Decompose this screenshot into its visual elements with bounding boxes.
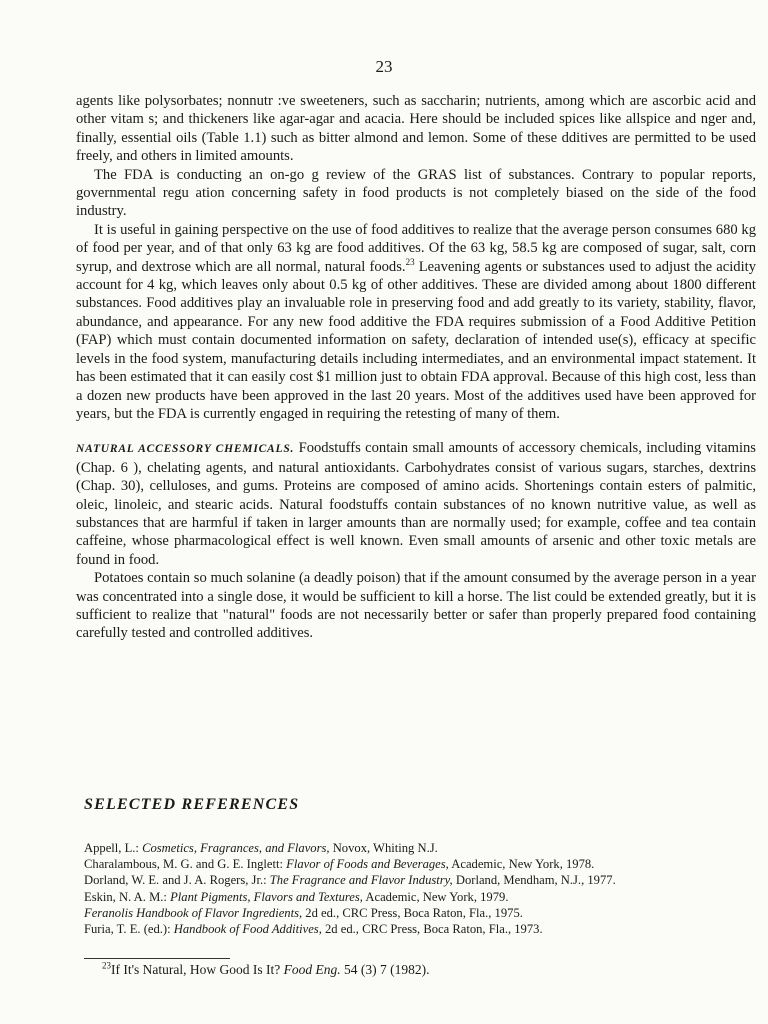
paragraph-2: The FDA is conducting an on-go g review of the GRAS list of substances. Contrary to popular reports, governmental regu ation concerning safety in food products is not completely biased on the side of the food industry.	[76, 166, 756, 220]
footnote: $^{23}$If It's Natural, How Good Is It? Food Eng. 54 (3) 7 (1982).	[102, 960, 430, 977]
paragraph-4	[76, 439, 756, 569]
paragraph-5: Potatoes contain so much solanine (a deadly poison) that if the amount consumed by the average person in a year was concentrated into a single dose, it would be sufficient to kill a horse. The list could be extended greatly, but it is sufficient to realize that "natural" foods are not necessarily better or safer than properly prepared food containing carefully tested and controlled additives.	[76, 570, 756, 642]
reference-item: Dorland, W. E. and J. A. Rogers, Jr.: The Fragrance and Flavor Industry, Dorland, Mendham, N.J., 1977.	[84, 873, 616, 888]
reference-item: Eskin, N. A. M.: Plant Pigments, Flavors and Textures, Academic, New York, 1979.	[84, 889, 509, 904]
paragraph-3	[76, 221, 756, 423]
paragraph-4-text: Foodstuffs contain small amounts of accessory chemicals, including vitamins (Chap. 6 ), chelating agents, and natural antioxidants. Carbohydrates consist of various sugars, starches, dextrins (Chap. 30), celluloses, and gums. Proteins are composed of amino acids. Shortenings contain esters of palmitic, oleic, linoleic, and stearic acids. Natural foodstuffs contain substances of no known nutritive value, as well as substances that are harmful if taken in larger amounts than are normally used; for example, coffee and tea contain caffeine, whose pharmacological effect is well known. Even small amounts of arsenic and other toxic metals are found in food.	[76, 440, 756, 568]
paragraph-3-text-b: Leavening agents or substances used to adjust the acidity account for 4 kg, which leaves only about 0.5 kg of other additives. These are divided among about 1800 different substances. Food additives play an invaluable role in preserving food and add greatly to its variety, stability, flavor, abundance, and appearance. For any new food additive the FDA requires submission of a Food Additive Petition (FAP) which must contain documented information on safety, declaration of intended use(s), efficacy at specific levels in the food system, manufacturing details including intermediates, and an environmental impact statement. It has been estimated that it can easily cost $1 million just to obtain FDA approval. Because of this high cost, less than a dozen new products have been approved in the last 20 years. Most of the additives used have been approved for years, but the FDA is currently engaged in requiring the retesting of many of them.	[76, 258, 756, 422]
references-list	[84, 840, 764, 937]
section-heading: NATURAL ACCESSORY CHEMICALS.	[76, 443, 295, 456]
reference-item: Feranolis Handbook of Flavor Ingredients, 2d ed., CRC Press, Boca Raton, Fla., 1975.	[84, 905, 523, 920]
reference-item: Appell, L.: Cosmetics, Fragrances, and Flavors, Novox, Whiting N.J.	[84, 841, 438, 855]
paragraph-3-text-a: It is useful in gaining perspective on the use of food additives to realize that the average person consumes 680 kg of food per year, and of that only 63 kg are food additives. Of the 63 kg, 58.5 kg are composed of sugar, salt, corn syrup, and dextrose which are all normal, natural foods.	[76, 221, 756, 275]
reference-item: Charalambous, M. G. and G. E. Inglett: Flavor of Foods and Beverages, Academic, New York, 1978.	[84, 857, 595, 872]
footnote-number: 23	[102, 960, 111, 971]
footnote-marker: 23	[405, 256, 415, 267]
footnote-rule	[84, 958, 230, 959]
page-number: 23	[375, 57, 393, 76]
body-text	[76, 92, 756, 643]
references-heading: SELECTED REFERENCES	[84, 796, 300, 813]
reference-item: Furia, T. E. (ed.): Handbook of Food Additives, 2d ed., CRC Press, Boca Raton, Fla., 1973.	[84, 922, 543, 937]
paragraph-1: agents like polysorbates; nonnutr :ve sweeteners, such as saccharin; nutrients, among which are ascorbic acid and other vitam s; and thickeners like agar-agar and acacia. Here should be included spices like allspice and nger and, finally, essential oils (Table 1.1) such as bitter almond and lemon. Some of these dditives are permitted to be used freely, and others in limited amounts.	[76, 93, 756, 165]
